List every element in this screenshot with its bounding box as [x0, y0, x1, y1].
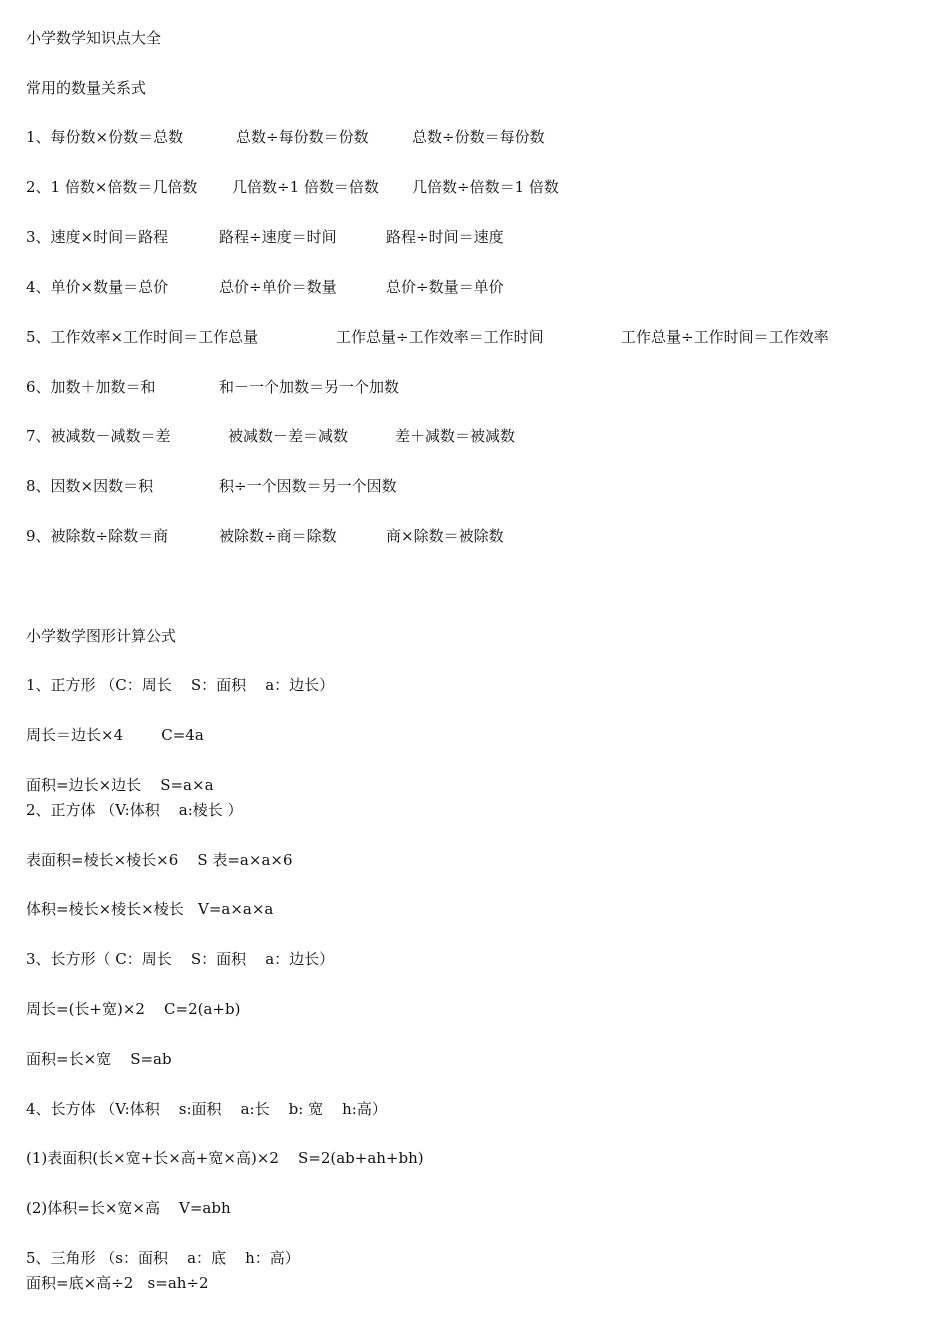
geometry-line: 1、正方形 （C：周长 S：面积 a：边长） [26, 676, 335, 694]
relation-formula: 1、每份数×份数＝总数 [26, 128, 184, 146]
geometry-line: 面积=长×宽 S=ab [26, 1050, 172, 1068]
relation-formula: 差＋减数＝被减数 [395, 427, 516, 445]
relation-formula: 总价÷数量＝单价 [386, 278, 504, 296]
relation-formula: 4、单价×数量＝总价 [26, 278, 169, 296]
relation-formula: 9、被除数÷除数＝商 [26, 527, 169, 545]
relation-formula: 和－一个加数＝另一个加数 [219, 378, 400, 396]
relation-formula: 6、加数＋加数＝和 [26, 378, 156, 396]
relation-formula: 工作总量÷工作时间＝工作效率 [621, 328, 829, 346]
relation-formula: 总价÷单价＝数量 [219, 278, 337, 296]
section-heading-geometry: 小学数学图形计算公式 [26, 627, 177, 645]
relation-formula: 工作总量÷工作效率＝工作时间 [336, 328, 544, 346]
geometry-line: (2)体积=长×宽×高 V=abh [26, 1199, 231, 1217]
geometry-line: 表面积=棱长×棱长×6 S 表=a×a×6 [26, 851, 293, 869]
section-heading-relations: 常用的数量关系式 [26, 79, 147, 97]
geometry-line: 面积=边长×边长 S=a×a [26, 776, 214, 794]
relation-row-3 [26, 227, 504, 247]
geometry-line: 5、三角形 （s：面积 a：底 h：高） [26, 1249, 300, 1267]
relation-row-7 [26, 426, 516, 446]
geometry-line: (1)表面积(长×宽+长×高+宽×高)×2 S=2(ab+ah+bh) [26, 1149, 424, 1167]
geometry-line: 2、正方体 （V:体积 a:棱长 ） [26, 801, 243, 819]
geometry-line: 4、长方体 （V:体积 s:面积 a:长 b: 宽 h:高） [26, 1100, 387, 1118]
relation-formula: 2、1 倍数×倍数＝几倍数 [26, 178, 198, 196]
relation-formula: 几倍数÷1 倍数＝倍数 [232, 178, 379, 196]
relation-formula: 商×除数＝被除数 [386, 527, 504, 545]
relation-row-2 [26, 177, 559, 197]
relation-formula: 总数÷每份数＝份数 [236, 128, 369, 146]
relation-row-4 [26, 277, 504, 297]
relation-formula: 被除数÷商＝除数 [219, 527, 337, 545]
relation-formula: 7、被减数－减数＝差 [26, 427, 171, 445]
relation-formula: 总数÷份数＝每份数 [412, 128, 545, 146]
relation-formula: 积÷一个因数＝另一个因数 [219, 477, 397, 495]
relation-row-8 [26, 476, 397, 496]
relation-formula: 3、速度×时间＝路程 [26, 228, 169, 246]
relation-row-1 [26, 127, 545, 147]
document-title: 小学数学知识点大全 [26, 29, 162, 47]
relation-row-6 [26, 377, 400, 397]
geometry-line: 周长＝边长×4 C=4a [26, 726, 204, 744]
geometry-line: 周长=(长+宽)×2 C=2(a+b) [26, 1000, 241, 1018]
geometry-line: 体积=棱长×棱长×棱长 V=a×a×a [26, 900, 274, 918]
relation-formula: 路程÷时间＝速度 [386, 228, 504, 246]
geometry-line: 面积=底×高÷2 s=ah÷2 [26, 1274, 209, 1292]
relation-row-5 [26, 327, 829, 347]
geometry-line: 3、长方形（ C：周长 S：面积 a：边长） [26, 950, 335, 968]
relation-formula: 5、工作效率×工作时间＝工作总量 [26, 328, 259, 346]
relation-row-9 [26, 526, 504, 546]
relation-formula: 路程÷速度＝时间 [219, 228, 337, 246]
relation-formula: 几倍数÷倍数＝1 倍数 [412, 178, 559, 196]
relation-formula: 8、因数×因数＝积 [26, 477, 154, 495]
relation-formula: 被减数－差＝减数 [228, 427, 349, 445]
